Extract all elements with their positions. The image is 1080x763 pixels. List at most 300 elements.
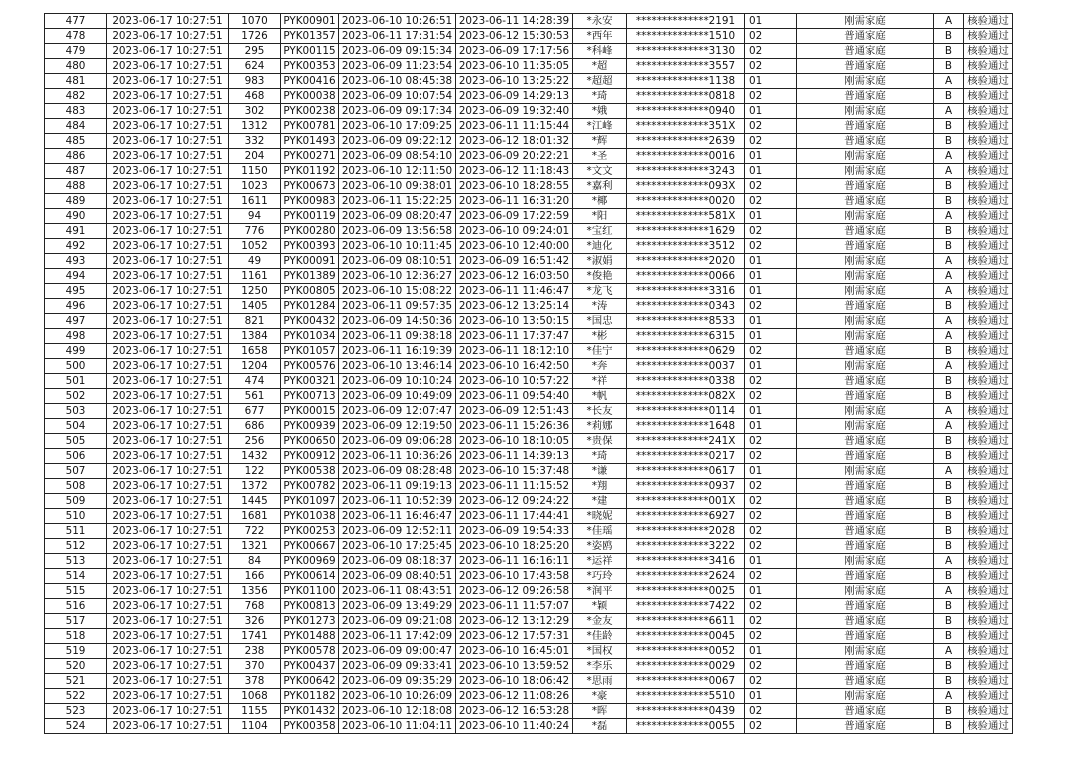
submit-time-cell: 2023-06-10 08:45:38: [339, 74, 456, 89]
export-time-cell: 2023-06-17 10:27:51: [107, 269, 229, 284]
category-code-cell: 01: [745, 584, 797, 599]
review-time-cell: 2023-06-11 14:39:13: [456, 449, 573, 464]
family-type-cell: 普通家庭: [797, 59, 934, 74]
submit-time-cell: 2023-06-09 08:20:47: [339, 209, 456, 224]
status-cell: 核验通过: [964, 149, 1013, 164]
group-cell: B: [934, 449, 964, 464]
group-cell: A: [934, 104, 964, 119]
application-id-cell: PYK00614: [281, 569, 339, 584]
category-code-cell: 02: [745, 509, 797, 524]
sequence-cell: 302: [229, 104, 281, 119]
application-id-cell: PYK00432: [281, 314, 339, 329]
application-id-cell: PYK00805: [281, 284, 339, 299]
submit-time-cell: 2023-06-10 11:04:11: [339, 719, 456, 734]
submit-time-cell: 2023-06-09 08:10:51: [339, 254, 456, 269]
family-type-cell: 普通家庭: [797, 629, 934, 644]
row-number-cell: 503: [45, 404, 107, 419]
id-number-cell: **************6611: [627, 614, 745, 629]
status-cell: 核验通过: [964, 224, 1013, 239]
submit-time-cell: 2023-06-09 13:49:29: [339, 599, 456, 614]
row-number-cell: 519: [45, 644, 107, 659]
status-cell: 核验通过: [964, 29, 1013, 44]
status-cell: 核验通过: [964, 464, 1013, 479]
table-row: [45, 374, 1013, 389]
table-row: [45, 494, 1013, 509]
export-time-cell: 2023-06-17 10:27:51: [107, 614, 229, 629]
export-time-cell: 2023-06-17 10:27:51: [107, 434, 229, 449]
id-number-cell: **************0037: [627, 359, 745, 374]
application-id-cell: PYK00969: [281, 554, 339, 569]
row-number-cell: 523: [45, 704, 107, 719]
category-code-cell: 02: [745, 179, 797, 194]
row-number-cell: 522: [45, 689, 107, 704]
review-time-cell: 2023-06-12 11:08:26: [456, 689, 573, 704]
family-type-cell: 刚需家庭: [797, 359, 934, 374]
category-code-cell: 02: [745, 299, 797, 314]
sequence-cell: 1155: [229, 704, 281, 719]
export-time-cell: 2023-06-17 10:27:51: [107, 404, 229, 419]
applicant-name-cell: *江峰: [573, 119, 627, 134]
status-cell: 核验通过: [964, 179, 1013, 194]
review-time-cell: 2023-06-10 18:25:20: [456, 539, 573, 554]
sequence-cell: 474: [229, 374, 281, 389]
row-number-cell: 489: [45, 194, 107, 209]
row-number-cell: 490: [45, 209, 107, 224]
review-time-cell: 2023-06-09 12:51:43: [456, 404, 573, 419]
row-number-cell: 498: [45, 329, 107, 344]
review-time-cell: 2023-06-11 16:31:20: [456, 194, 573, 209]
application-id-cell: PYK01100: [281, 584, 339, 599]
review-time-cell: 2023-06-11 11:15:44: [456, 119, 573, 134]
sequence-cell: 561: [229, 389, 281, 404]
category-code-cell: 02: [745, 89, 797, 104]
applicant-name-cell: *晓妮: [573, 509, 627, 524]
applicant-name-cell: *颖: [573, 599, 627, 614]
application-id-cell: PYK00119: [281, 209, 339, 224]
review-time-cell: 2023-06-11 11:46:47: [456, 284, 573, 299]
group-cell: A: [934, 644, 964, 659]
id-number-cell: **************3512: [627, 239, 745, 254]
table-row: [45, 554, 1013, 569]
family-type-cell: 普通家庭: [797, 239, 934, 254]
row-number-cell: 502: [45, 389, 107, 404]
table-row: [45, 44, 1013, 59]
family-type-cell: 普通家庭: [797, 224, 934, 239]
sequence-cell: 468: [229, 89, 281, 104]
applicant-name-cell: *彬: [573, 329, 627, 344]
review-time-cell: 2023-06-11 15:26:36: [456, 419, 573, 434]
export-time-cell: 2023-06-17 10:27:51: [107, 659, 229, 674]
applicant-name-cell: *金友: [573, 614, 627, 629]
review-time-cell: 2023-06-11 11:57:07: [456, 599, 573, 614]
submit-time-cell: 2023-06-09 10:10:24: [339, 374, 456, 389]
row-number-cell: 505: [45, 434, 107, 449]
sequence-cell: 1312: [229, 119, 281, 134]
table-row: [45, 314, 1013, 329]
submit-time-cell: 2023-06-11 16:46:47: [339, 509, 456, 524]
export-time-cell: 2023-06-17 10:27:51: [107, 479, 229, 494]
application-id-cell: PYK00642: [281, 674, 339, 689]
table-row: [45, 539, 1013, 554]
row-number-cell: 510: [45, 509, 107, 524]
application-id-cell: PYK00115: [281, 44, 339, 59]
applicant-name-cell: *佳瑶: [573, 524, 627, 539]
submit-time-cell: 2023-06-11 10:36:26: [339, 449, 456, 464]
application-id-cell: PYK00437: [281, 659, 339, 674]
group-cell: B: [934, 719, 964, 734]
id-number-cell: **************0045: [627, 629, 745, 644]
application-id-cell: PYK00358: [281, 719, 339, 734]
applicant-name-cell: *超超: [573, 74, 627, 89]
table-row: [45, 644, 1013, 659]
id-number-cell: **************0937: [627, 479, 745, 494]
category-code-cell: 01: [745, 404, 797, 419]
application-id-cell: PYK00813: [281, 599, 339, 614]
table-row: [45, 689, 1013, 704]
review-time-cell: 2023-06-11 11:15:52: [456, 479, 573, 494]
applicant-name-cell: *谦: [573, 464, 627, 479]
status-cell: 核验通过: [964, 14, 1013, 29]
application-id-cell: PYK00271: [281, 149, 339, 164]
id-number-cell: **************2639: [627, 134, 745, 149]
category-code-cell: 01: [745, 464, 797, 479]
row-number-cell: 508: [45, 479, 107, 494]
group-cell: B: [934, 89, 964, 104]
id-number-cell: **************0217: [627, 449, 745, 464]
sequence-cell: 94: [229, 209, 281, 224]
table-row: [45, 59, 1013, 74]
review-time-cell: 2023-06-09 17:22:59: [456, 209, 573, 224]
id-number-cell: **************581X: [627, 209, 745, 224]
family-type-cell: 普通家庭: [797, 659, 934, 674]
status-cell: 核验通过: [964, 554, 1013, 569]
status-cell: 核验通过: [964, 119, 1013, 134]
group-cell: B: [934, 659, 964, 674]
status-cell: 核验通过: [964, 359, 1013, 374]
family-type-cell: 普通家庭: [797, 704, 934, 719]
category-code-cell: 02: [745, 449, 797, 464]
export-time-cell: 2023-06-17 10:27:51: [107, 689, 229, 704]
submit-time-cell: 2023-06-09 14:50:36: [339, 314, 456, 329]
table-row: [45, 269, 1013, 284]
table-row: [45, 509, 1013, 524]
category-code-cell: 02: [745, 614, 797, 629]
review-time-cell: 2023-06-10 18:06:42: [456, 674, 573, 689]
export-time-cell: 2023-06-17 10:27:51: [107, 374, 229, 389]
group-cell: B: [934, 524, 964, 539]
group-cell: B: [934, 224, 964, 239]
sequence-cell: 1321: [229, 539, 281, 554]
status-cell: 核验通过: [964, 494, 1013, 509]
application-id-cell: PYK00576: [281, 359, 339, 374]
id-number-cell: **************0016: [627, 149, 745, 164]
applicant-name-cell: *帆: [573, 389, 627, 404]
id-number-cell: **************082X: [627, 389, 745, 404]
export-time-cell: 2023-06-17 10:27:51: [107, 164, 229, 179]
table-row: [45, 404, 1013, 419]
applicant-name-cell: *思雨: [573, 674, 627, 689]
id-number-cell: **************0052: [627, 644, 745, 659]
record-table: [44, 13, 1013, 734]
applicant-name-cell: *超: [573, 59, 627, 74]
application-id-cell: PYK00091: [281, 254, 339, 269]
export-time-cell: 2023-06-17 10:27:51: [107, 89, 229, 104]
application-id-cell: PYK00901: [281, 14, 339, 29]
application-id-cell: PYK01357: [281, 29, 339, 44]
category-code-cell: 02: [745, 344, 797, 359]
applicant-name-cell: *宝红: [573, 224, 627, 239]
export-time-cell: 2023-06-17 10:27:51: [107, 104, 229, 119]
applicant-name-cell: *科峰: [573, 44, 627, 59]
status-cell: 核验通过: [964, 434, 1013, 449]
submit-time-cell: 2023-06-11 17:31:54: [339, 29, 456, 44]
category-code-cell: 02: [745, 629, 797, 644]
export-time-cell: 2023-06-17 10:27:51: [107, 59, 229, 74]
id-number-cell: **************2191: [627, 14, 745, 29]
id-number-cell: **************0025: [627, 584, 745, 599]
review-time-cell: 2023-06-12 18:01:32: [456, 134, 573, 149]
id-number-cell: **************0818: [627, 89, 745, 104]
applicant-name-cell: *运祥: [573, 554, 627, 569]
applicant-name-cell: *莉娜: [573, 419, 627, 434]
submit-time-cell: 2023-06-11 09:19:13: [339, 479, 456, 494]
id-number-cell: **************1648: [627, 419, 745, 434]
id-number-cell: **************1138: [627, 74, 745, 89]
category-code-cell: 02: [745, 194, 797, 209]
status-cell: 核验通过: [964, 239, 1013, 254]
application-id-cell: PYK01493: [281, 134, 339, 149]
id-number-cell: **************3130: [627, 44, 745, 59]
status-cell: 核验通过: [964, 419, 1013, 434]
submit-time-cell: 2023-06-09 10:07:54: [339, 89, 456, 104]
status-cell: 核验通过: [964, 344, 1013, 359]
family-type-cell: 刚需家庭: [797, 464, 934, 479]
table-row: [45, 74, 1013, 89]
group-cell: B: [934, 194, 964, 209]
submit-time-cell: 2023-06-09 09:15:34: [339, 44, 456, 59]
review-time-cell: 2023-06-10 11:35:05: [456, 59, 573, 74]
group-cell: A: [934, 149, 964, 164]
id-number-cell: **************0114: [627, 404, 745, 419]
status-cell: 核验通过: [964, 704, 1013, 719]
applicant-name-cell: *巧玲: [573, 569, 627, 584]
status-cell: 核验通过: [964, 509, 1013, 524]
review-time-cell: 2023-06-11 17:44:41: [456, 509, 573, 524]
review-time-cell: 2023-06-10 13:25:22: [456, 74, 573, 89]
row-number-cell: 516: [45, 599, 107, 614]
sequence-cell: 238: [229, 644, 281, 659]
sequence-cell: 1023: [229, 179, 281, 194]
status-cell: 核验通过: [964, 314, 1013, 329]
export-time-cell: 2023-06-17 10:27:51: [107, 179, 229, 194]
id-number-cell: **************1510: [627, 29, 745, 44]
row-number-cell: 491: [45, 224, 107, 239]
submit-time-cell: 2023-06-10 15:08:22: [339, 284, 456, 299]
category-code-cell: 02: [745, 539, 797, 554]
application-id-cell: PYK00353: [281, 59, 339, 74]
status-cell: 核验通过: [964, 374, 1013, 389]
category-code-cell: 02: [745, 599, 797, 614]
review-time-cell: 2023-06-10 15:37:48: [456, 464, 573, 479]
application-id-cell: PYK00713: [281, 389, 339, 404]
review-time-cell: 2023-06-10 16:42:50: [456, 359, 573, 374]
id-number-cell: **************0629: [627, 344, 745, 359]
table-row: [45, 359, 1013, 374]
review-time-cell: 2023-06-09 17:17:56: [456, 44, 573, 59]
export-time-cell: 2023-06-17 10:27:51: [107, 329, 229, 344]
id-number-cell: **************241X: [627, 434, 745, 449]
export-time-cell: 2023-06-17 10:27:51: [107, 449, 229, 464]
category-code-cell: 02: [745, 719, 797, 734]
family-type-cell: 普通家庭: [797, 434, 934, 449]
id-number-cell: **************0343: [627, 299, 745, 314]
sequence-cell: 722: [229, 524, 281, 539]
review-time-cell: 2023-06-10 10:57:22: [456, 374, 573, 389]
row-number-cell: 517: [45, 614, 107, 629]
family-type-cell: 刚需家庭: [797, 104, 934, 119]
table-body: [45, 14, 1013, 734]
row-number-cell: 480: [45, 59, 107, 74]
applicant-name-cell: *长友: [573, 404, 627, 419]
table-row: [45, 239, 1013, 254]
family-type-cell: 刚需家庭: [797, 419, 934, 434]
table-row: [45, 599, 1013, 614]
export-time-cell: 2023-06-17 10:27:51: [107, 554, 229, 569]
applicant-name-cell: *翔: [573, 479, 627, 494]
row-number-cell: 513: [45, 554, 107, 569]
review-time-cell: 2023-06-09 19:32:40: [456, 104, 573, 119]
family-type-cell: 刚需家庭: [797, 14, 934, 29]
category-code-cell: 02: [745, 494, 797, 509]
applicant-name-cell: *龙飞: [573, 284, 627, 299]
sequence-cell: 624: [229, 59, 281, 74]
application-id-cell: PYK00238: [281, 104, 339, 119]
category-code-cell: 01: [745, 209, 797, 224]
table-row: [45, 524, 1013, 539]
group-cell: B: [934, 44, 964, 59]
application-id-cell: PYK00673: [281, 179, 339, 194]
table-row: [45, 479, 1013, 494]
status-cell: 核验通过: [964, 629, 1013, 644]
review-time-cell: 2023-06-11 14:28:39: [456, 14, 573, 29]
group-cell: B: [934, 389, 964, 404]
applicant-name-cell: *淑娟: [573, 254, 627, 269]
group-cell: B: [934, 599, 964, 614]
sequence-cell: 1372: [229, 479, 281, 494]
table-row: [45, 254, 1013, 269]
row-number-cell: 518: [45, 629, 107, 644]
category-code-cell: 02: [745, 44, 797, 59]
applicant-name-cell: *辉: [573, 134, 627, 149]
row-number-cell: 482: [45, 89, 107, 104]
family-type-cell: 普通家庭: [797, 494, 934, 509]
family-type-cell: 普通家庭: [797, 344, 934, 359]
row-number-cell: 483: [45, 104, 107, 119]
sequence-cell: 1384: [229, 329, 281, 344]
category-code-cell: 02: [745, 119, 797, 134]
review-time-cell: 2023-06-10 09:24:01: [456, 224, 573, 239]
sequence-cell: 1204: [229, 359, 281, 374]
group-cell: A: [934, 314, 964, 329]
row-number-cell: 479: [45, 44, 107, 59]
applicant-name-cell: *琦: [573, 89, 627, 104]
group-cell: B: [934, 344, 964, 359]
category-code-cell: 01: [745, 359, 797, 374]
export-time-cell: 2023-06-17 10:27:51: [107, 599, 229, 614]
family-type-cell: 普通家庭: [797, 134, 934, 149]
export-time-cell: 2023-06-17 10:27:51: [107, 704, 229, 719]
sequence-cell: 204: [229, 149, 281, 164]
row-number-cell: 499: [45, 344, 107, 359]
row-number-cell: 524: [45, 719, 107, 734]
group-cell: A: [934, 689, 964, 704]
group-cell: A: [934, 359, 964, 374]
export-time-cell: 2023-06-17 10:27:51: [107, 644, 229, 659]
category-code-cell: 02: [745, 704, 797, 719]
group-cell: B: [934, 614, 964, 629]
applicant-name-cell: *国权: [573, 644, 627, 659]
row-number-cell: 497: [45, 314, 107, 329]
family-type-cell: 普通家庭: [797, 569, 934, 584]
review-time-cell: 2023-06-09 14:29:13: [456, 89, 573, 104]
export-time-cell: 2023-06-17 10:27:51: [107, 284, 229, 299]
sequence-cell: 1611: [229, 194, 281, 209]
application-id-cell: PYK00912: [281, 449, 339, 464]
applicant-name-cell: *晖: [573, 704, 627, 719]
status-cell: 核验通过: [964, 44, 1013, 59]
status-cell: 核验通过: [964, 479, 1013, 494]
sequence-cell: 821: [229, 314, 281, 329]
sequence-cell: 677: [229, 404, 281, 419]
category-code-cell: 01: [745, 104, 797, 119]
application-id-cell: PYK00782: [281, 479, 339, 494]
export-time-cell: 2023-06-17 10:27:51: [107, 239, 229, 254]
submit-time-cell: 2023-06-10 12:36:27: [339, 269, 456, 284]
status-cell: 核验通过: [964, 59, 1013, 74]
category-code-cell: 02: [745, 479, 797, 494]
sequence-cell: 1741: [229, 629, 281, 644]
sequence-cell: 166: [229, 569, 281, 584]
export-time-cell: 2023-06-17 10:27:51: [107, 629, 229, 644]
submit-time-cell: 2023-06-09 09:35:29: [339, 674, 456, 689]
applicant-name-cell: *建: [573, 494, 627, 509]
application-id-cell: PYK00253: [281, 524, 339, 539]
family-type-cell: 普通家庭: [797, 179, 934, 194]
table-row: [45, 134, 1013, 149]
group-cell: B: [934, 629, 964, 644]
applicant-name-cell: *奔: [573, 359, 627, 374]
submit-time-cell: 2023-06-10 12:18:08: [339, 704, 456, 719]
status-cell: 核验通过: [964, 269, 1013, 284]
row-number-cell: 486: [45, 149, 107, 164]
row-number-cell: 507: [45, 464, 107, 479]
category-code-cell: 02: [745, 434, 797, 449]
applicant-name-cell: *迪化: [573, 239, 627, 254]
id-number-cell: **************093X: [627, 179, 745, 194]
application-id-cell: PYK00416: [281, 74, 339, 89]
application-id-cell: PYK01273: [281, 614, 339, 629]
review-time-cell: 2023-06-12 17:57:31: [456, 629, 573, 644]
status-cell: 核验通过: [964, 719, 1013, 734]
export-time-cell: 2023-06-17 10:27:51: [107, 584, 229, 599]
sequence-cell: 1726: [229, 29, 281, 44]
sequence-cell: 332: [229, 134, 281, 149]
export-time-cell: 2023-06-17 10:27:51: [107, 419, 229, 434]
id-number-cell: **************0029: [627, 659, 745, 674]
sequence-cell: 378: [229, 674, 281, 689]
family-type-cell: 普通家庭: [797, 524, 934, 539]
applicant-name-cell: *贵保: [573, 434, 627, 449]
